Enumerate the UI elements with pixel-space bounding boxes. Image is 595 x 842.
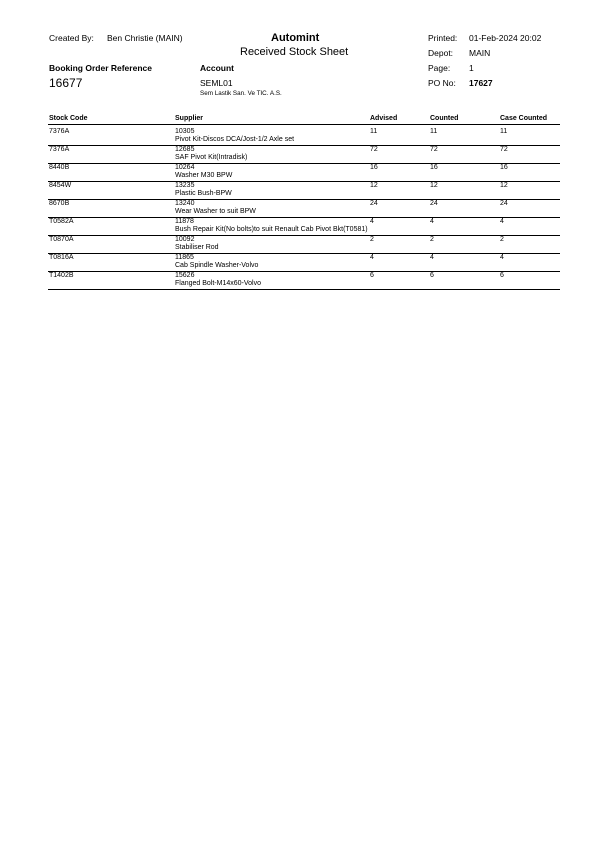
counted-cell: 6 [430, 272, 434, 279]
case-counted-cell: 6 [500, 272, 504, 279]
account-code: SEML01 [200, 78, 233, 88]
description-cell: Pivot Kit-Discos DCA/Jost-1/2 Axle set [175, 136, 295, 143]
column-header-counted: Counted [430, 115, 459, 122]
description-cell: SAF Pivot Kit(Intradisk) [175, 154, 248, 161]
advised-cell: 2 [370, 236, 374, 243]
column-header-supplier: Supplier [175, 115, 204, 122]
description-cell: Wear Washer to suit BPW [175, 208, 256, 215]
stock-code-cell: 8440B [49, 164, 70, 171]
depot-label: Depot: [428, 48, 454, 58]
counted-cell: 2 [430, 236, 434, 243]
row-divider [48, 145, 560, 146]
supplier-code-cell: 12685 [175, 146, 195, 153]
created-by-label: Created By: [49, 33, 94, 43]
depot-value: MAIN [469, 48, 491, 58]
column-header-case-counted: Case Counted [500, 115, 548, 122]
column-header-stock-code: Stock Code [49, 115, 88, 122]
advised-cell: 24 [370, 200, 378, 207]
case-counted-cell: 2 [500, 236, 504, 243]
counted-cell: 4 [430, 218, 434, 225]
case-counted-cell: 12 [500, 182, 508, 189]
case-counted-cell: 72 [500, 146, 508, 153]
printed-label: Printed: [428, 33, 458, 43]
advised-cell: 4 [370, 254, 374, 261]
supplier-code-cell: 13235 [175, 182, 195, 189]
advised-cell: 72 [370, 146, 378, 153]
row-divider [48, 271, 560, 272]
supplier-code-cell: 11878 [175, 218, 194, 225]
account-name: Sem Lastik San. Ve TIC. A.S. [200, 90, 282, 97]
stock-code-cell: 8670B [49, 200, 70, 207]
case-counted-cell: 16 [500, 164, 508, 171]
stock-code-cell: 7376A [49, 146, 70, 153]
row-divider [48, 289, 560, 290]
po-label: PO No: [428, 78, 456, 88]
supplier-code-cell: 11865 [175, 254, 194, 261]
supplier-code-cell: 13240 [175, 200, 195, 207]
stock-code-cell: 7376A [49, 128, 70, 135]
row-divider [48, 163, 560, 164]
case-counted-cell: 11 [500, 128, 508, 135]
counted-cell: 72 [430, 146, 438, 153]
page-value: 1 [469, 63, 474, 73]
created-by-value: Ben Christie (MAIN) [107, 33, 183, 43]
account-label: Account [200, 63, 234, 73]
row-divider [48, 253, 560, 254]
advised-cell: 12 [370, 182, 378, 189]
case-counted-cell: 24 [500, 200, 508, 207]
description-cell: Stabiliser Rod [175, 244, 219, 251]
po-value: 17627 [469, 78, 493, 88]
column-header-advised: Advised [370, 115, 398, 122]
advised-cell: 6 [370, 272, 374, 279]
supplier-code-cell: 10305 [175, 128, 195, 135]
counted-cell: 11 [430, 128, 438, 135]
description-cell: Bush Repair Kit(No bolts)to suit Renault Cab Pivot Bkt(T0581) [175, 226, 368, 233]
row-divider [48, 217, 560, 218]
supplier-code-cell: 10092 [175, 236, 195, 243]
row-divider [48, 199, 560, 200]
counted-cell: 24 [430, 200, 438, 207]
stock-code-cell: T0816A [49, 254, 74, 261]
stock-code-cell: T1402B [49, 272, 74, 279]
case-counted-cell: 4 [500, 218, 504, 225]
printed-value: 01-Feb-2024 20:02 [469, 33, 542, 43]
counted-cell: 12 [430, 182, 438, 189]
page-label: Page: [428, 63, 451, 73]
company-name: Automint [271, 32, 320, 44]
advised-cell: 11 [370, 128, 378, 135]
description-cell: Plastic Bush-BPW [175, 190, 232, 197]
booking-order-value: 16677 [49, 76, 83, 90]
booking-order-label: Booking Order Reference [49, 63, 152, 73]
document-title: Received Stock Sheet [240, 46, 349, 58]
description-cell: Washer M30 BPW [175, 172, 233, 179]
supplier-code-cell: 10264 [175, 164, 195, 171]
row-divider [48, 235, 560, 236]
stock-code-cell: T0870A [49, 236, 74, 243]
counted-cell: 4 [430, 254, 434, 261]
stock-code-cell: 8454W [49, 182, 72, 189]
description-cell: Flanged Bolt-M14x60-Volvo [175, 280, 261, 287]
description-cell: Cab Spindle Washer-Volvo [175, 262, 259, 269]
case-counted-cell: 4 [500, 254, 504, 261]
stock-code-cell: T0582A [49, 218, 74, 225]
counted-cell: 16 [430, 164, 438, 171]
advised-cell: 16 [370, 164, 378, 171]
supplier-code-cell: 15626 [175, 272, 195, 279]
row-divider [48, 181, 560, 182]
advised-cell: 4 [370, 218, 374, 225]
